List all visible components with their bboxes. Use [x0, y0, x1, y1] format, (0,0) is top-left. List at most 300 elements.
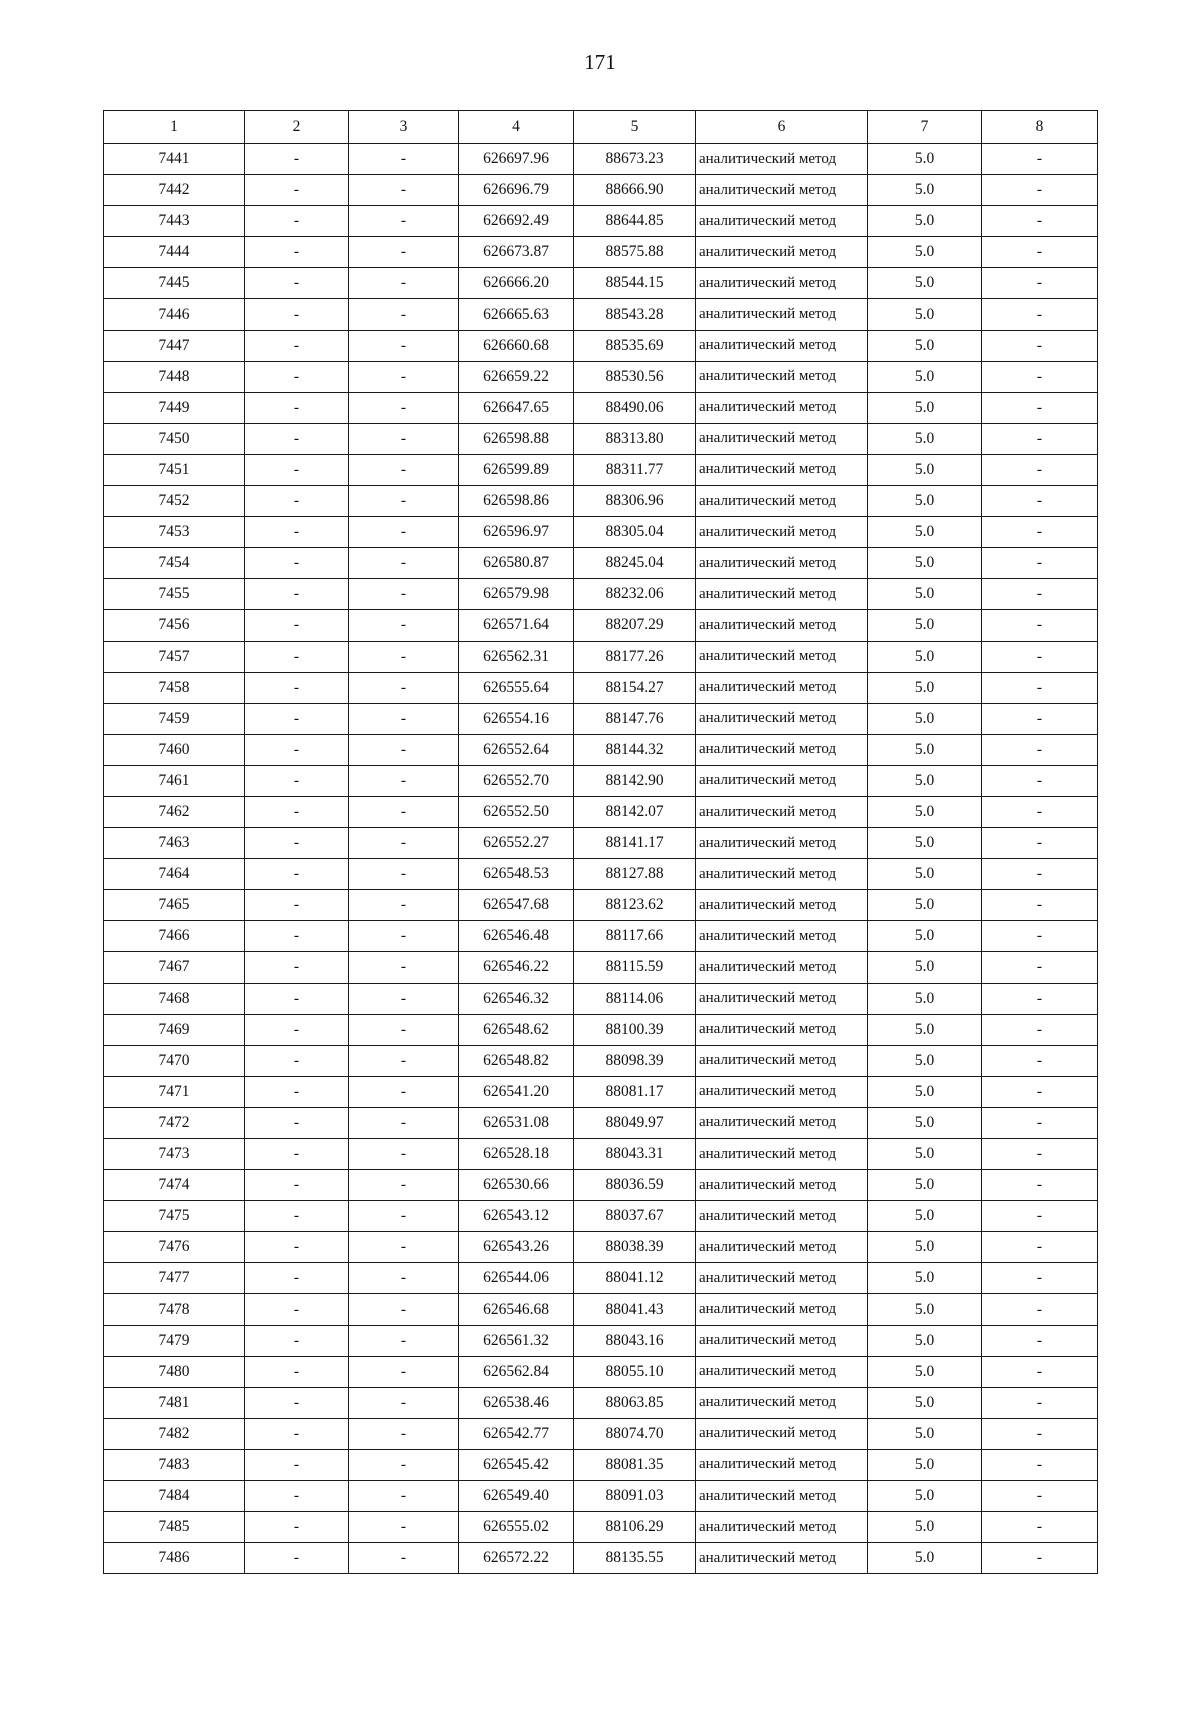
accuracy-cell: 5.0	[868, 1232, 982, 1263]
col8-cell: -	[982, 299, 1098, 330]
col3-cell: -	[349, 1139, 459, 1170]
y-coordinate-cell: 88673.23	[574, 144, 696, 175]
y-coordinate-cell: 88100.39	[574, 1014, 696, 1045]
x-coordinate-cell: 626543.12	[459, 1201, 574, 1232]
col8-cell: -	[982, 1294, 1098, 1325]
col2-cell: -	[245, 1232, 349, 1263]
point-number-cell: 7448	[104, 361, 245, 392]
point-number-cell: 7485	[104, 1512, 245, 1543]
point-number-cell: 7462	[104, 796, 245, 827]
col2-cell: -	[245, 299, 349, 330]
col8-cell: -	[982, 1543, 1098, 1574]
method-cell: аналитический метод	[696, 1387, 868, 1418]
col8-cell: -	[982, 361, 1098, 392]
x-coordinate-cell: 626692.49	[459, 206, 574, 237]
accuracy-cell: 5.0	[868, 486, 982, 517]
table-row	[104, 703, 1098, 734]
col8-cell: -	[982, 734, 1098, 765]
x-coordinate-cell: 626546.48	[459, 921, 574, 952]
x-coordinate-cell: 626599.89	[459, 454, 574, 485]
x-coordinate-cell: 626561.32	[459, 1325, 574, 1356]
y-coordinate-cell: 88106.29	[574, 1512, 696, 1543]
table-row	[104, 610, 1098, 641]
point-number-cell: 7454	[104, 548, 245, 579]
accuracy-cell: 5.0	[868, 1139, 982, 1170]
y-coordinate-cell: 88117.66	[574, 921, 696, 952]
method-cell: аналитический метод	[696, 1170, 868, 1201]
y-coordinate-cell: 88644.85	[574, 206, 696, 237]
column-header: 5	[574, 111, 696, 144]
col3-cell: -	[349, 206, 459, 237]
method-cell: аналитический метод	[696, 423, 868, 454]
col3-cell: -	[349, 1294, 459, 1325]
col8-cell: -	[982, 1139, 1098, 1170]
accuracy-cell: 5.0	[868, 1543, 982, 1574]
col3-cell: -	[349, 672, 459, 703]
y-coordinate-cell: 88114.06	[574, 983, 696, 1014]
col8-cell: -	[982, 1107, 1098, 1138]
x-coordinate-cell: 626571.64	[459, 610, 574, 641]
col8-cell: -	[982, 1356, 1098, 1387]
y-coordinate-cell: 88490.06	[574, 392, 696, 423]
column-header: 3	[349, 111, 459, 144]
col3-cell: -	[349, 983, 459, 1014]
col2-cell: -	[245, 206, 349, 237]
accuracy-cell: 5.0	[868, 952, 982, 983]
col3-cell: -	[349, 361, 459, 392]
method-cell: аналитический метод	[696, 206, 868, 237]
col8-cell: -	[982, 579, 1098, 610]
y-coordinate-cell: 88313.80	[574, 423, 696, 454]
point-number-cell: 7467	[104, 952, 245, 983]
method-cell: аналитический метод	[696, 1232, 868, 1263]
column-header: 1	[104, 111, 245, 144]
table-row	[104, 579, 1098, 610]
y-coordinate-cell: 88141.17	[574, 828, 696, 859]
col8-cell: -	[982, 237, 1098, 268]
col8-cell: -	[982, 1418, 1098, 1449]
accuracy-cell: 5.0	[868, 1170, 982, 1201]
y-coordinate-cell: 88666.90	[574, 175, 696, 206]
accuracy-cell: 5.0	[868, 1201, 982, 1232]
table-row	[104, 330, 1098, 361]
y-coordinate-cell: 88049.97	[574, 1107, 696, 1138]
col2-cell: -	[245, 548, 349, 579]
col8-cell: -	[982, 1512, 1098, 1543]
y-coordinate-cell: 88043.16	[574, 1325, 696, 1356]
col8-cell: -	[982, 1045, 1098, 1076]
accuracy-cell: 5.0	[868, 828, 982, 859]
y-coordinate-cell: 88306.96	[574, 486, 696, 517]
y-coordinate-cell: 88535.69	[574, 330, 696, 361]
method-cell: аналитический метод	[696, 486, 868, 517]
point-number-cell: 7444	[104, 237, 245, 268]
col2-cell: -	[245, 1170, 349, 1201]
point-number-cell: 7486	[104, 1543, 245, 1574]
point-number-cell: 7457	[104, 641, 245, 672]
y-coordinate-cell: 88041.43	[574, 1294, 696, 1325]
accuracy-cell: 5.0	[868, 517, 982, 548]
table-row	[104, 983, 1098, 1014]
y-coordinate-cell: 88063.85	[574, 1387, 696, 1418]
x-coordinate-cell: 626549.40	[459, 1481, 574, 1512]
table-row	[104, 641, 1098, 672]
point-number-cell: 7461	[104, 765, 245, 796]
x-coordinate-cell: 626541.20	[459, 1076, 574, 1107]
col2-cell: -	[245, 1481, 349, 1512]
col3-cell: -	[349, 796, 459, 827]
method-cell: аналитический метод	[696, 734, 868, 765]
x-coordinate-cell: 626579.98	[459, 579, 574, 610]
col3-cell: -	[349, 1543, 459, 1574]
y-coordinate-cell: 88098.39	[574, 1045, 696, 1076]
accuracy-cell: 5.0	[868, 454, 982, 485]
method-cell: аналитический метод	[696, 828, 868, 859]
col8-cell: -	[982, 610, 1098, 641]
coordinates-table	[103, 110, 1098, 1574]
column-header: 4	[459, 111, 574, 144]
col3-cell: -	[349, 1481, 459, 1512]
table-row	[104, 175, 1098, 206]
col8-cell: -	[982, 1201, 1098, 1232]
col2-cell: -	[245, 672, 349, 703]
method-cell: аналитический метод	[696, 1449, 868, 1480]
col2-cell: -	[245, 828, 349, 859]
method-cell: аналитический метод	[696, 1014, 868, 1045]
accuracy-cell: 5.0	[868, 641, 982, 672]
x-coordinate-cell: 626697.96	[459, 144, 574, 175]
x-coordinate-cell: 626660.68	[459, 330, 574, 361]
col2-cell: -	[245, 1045, 349, 1076]
point-number-cell: 7441	[104, 144, 245, 175]
method-cell: аналитический метод	[696, 1045, 868, 1076]
method-cell: аналитический метод	[696, 610, 868, 641]
col2-cell: -	[245, 486, 349, 517]
col3-cell: -	[349, 1356, 459, 1387]
method-cell: аналитический метод	[696, 703, 868, 734]
accuracy-cell: 5.0	[868, 1356, 982, 1387]
y-coordinate-cell: 88177.26	[574, 641, 696, 672]
point-number-cell: 7450	[104, 423, 245, 454]
y-coordinate-cell: 88074.70	[574, 1418, 696, 1449]
col3-cell: -	[349, 610, 459, 641]
x-coordinate-cell: 626552.50	[459, 796, 574, 827]
col2-cell: -	[245, 1107, 349, 1138]
point-number-cell: 7474	[104, 1170, 245, 1201]
col8-cell: -	[982, 206, 1098, 237]
accuracy-cell: 5.0	[868, 1481, 982, 1512]
col3-cell: -	[349, 1107, 459, 1138]
accuracy-cell: 5.0	[868, 610, 982, 641]
x-coordinate-cell: 626673.87	[459, 237, 574, 268]
col2-cell: -	[245, 1449, 349, 1480]
col2-cell: -	[245, 952, 349, 983]
method-cell: аналитический метод	[696, 1481, 868, 1512]
col8-cell: -	[982, 765, 1098, 796]
table-row	[104, 268, 1098, 299]
x-coordinate-cell: 626548.53	[459, 859, 574, 890]
table-body	[104, 144, 1098, 1574]
accuracy-cell: 5.0	[868, 796, 982, 827]
col3-cell: -	[349, 828, 459, 859]
table-row	[104, 765, 1098, 796]
point-number-cell: 7473	[104, 1139, 245, 1170]
accuracy-cell: 5.0	[868, 765, 982, 796]
accuracy-cell: 5.0	[868, 1512, 982, 1543]
point-number-cell: 7449	[104, 392, 245, 423]
table-row	[104, 1076, 1098, 1107]
col8-cell: -	[982, 454, 1098, 485]
col2-cell: -	[245, 237, 349, 268]
col8-cell: -	[982, 268, 1098, 299]
accuracy-cell: 5.0	[868, 921, 982, 952]
table-row	[104, 1449, 1098, 1480]
point-number-cell: 7442	[104, 175, 245, 206]
col3-cell: -	[349, 1418, 459, 1449]
table-row	[104, 1356, 1098, 1387]
col2-cell: -	[245, 921, 349, 952]
method-cell: аналитический метод	[696, 890, 868, 921]
method-cell: аналитический метод	[696, 1294, 868, 1325]
point-number-cell: 7465	[104, 890, 245, 921]
col2-cell: -	[245, 330, 349, 361]
col2-cell: -	[245, 983, 349, 1014]
table-row	[104, 1294, 1098, 1325]
method-cell: аналитический метод	[696, 1512, 868, 1543]
table-row	[104, 859, 1098, 890]
method-cell: аналитический метод	[696, 765, 868, 796]
method-cell: аналитический метод	[696, 1201, 868, 1232]
method-cell: аналитический метод	[696, 641, 868, 672]
point-number-cell: 7446	[104, 299, 245, 330]
table-row	[104, 1325, 1098, 1356]
table-row	[104, 517, 1098, 548]
x-coordinate-cell: 626554.16	[459, 703, 574, 734]
method-cell: аналитический метод	[696, 175, 868, 206]
table-row	[104, 921, 1098, 952]
point-number-cell: 7443	[104, 206, 245, 237]
point-number-cell: 7480	[104, 1356, 245, 1387]
y-coordinate-cell: 88154.27	[574, 672, 696, 703]
y-coordinate-cell: 88081.17	[574, 1076, 696, 1107]
page-number: 171	[584, 50, 616, 74]
col2-cell: -	[245, 641, 349, 672]
col8-cell: -	[982, 423, 1098, 454]
col8-cell: -	[982, 1481, 1098, 1512]
x-coordinate-cell: 626546.32	[459, 983, 574, 1014]
col3-cell: -	[349, 486, 459, 517]
col8-cell: -	[982, 548, 1098, 579]
point-number-cell: 7472	[104, 1107, 245, 1138]
col8-cell: -	[982, 517, 1098, 548]
col3-cell: -	[349, 1325, 459, 1356]
y-coordinate-cell: 88043.31	[574, 1139, 696, 1170]
x-coordinate-cell: 626596.97	[459, 517, 574, 548]
x-coordinate-cell: 626562.31	[459, 641, 574, 672]
col2-cell: -	[245, 796, 349, 827]
col3-cell: -	[349, 175, 459, 206]
col3-cell: -	[349, 579, 459, 610]
y-coordinate-cell: 88036.59	[574, 1170, 696, 1201]
x-coordinate-cell: 626531.08	[459, 1107, 574, 1138]
method-cell: аналитический метод	[696, 1076, 868, 1107]
table-row	[104, 206, 1098, 237]
col2-cell: -	[245, 423, 349, 454]
table-row	[104, 672, 1098, 703]
point-number-cell: 7453	[104, 517, 245, 548]
y-coordinate-cell: 88091.03	[574, 1481, 696, 1512]
col8-cell: -	[982, 486, 1098, 517]
accuracy-cell: 5.0	[868, 361, 982, 392]
point-number-cell: 7481	[104, 1387, 245, 1418]
y-coordinate-cell: 88207.29	[574, 610, 696, 641]
col8-cell: -	[982, 890, 1098, 921]
col2-cell: -	[245, 859, 349, 890]
method-cell: аналитический метод	[696, 952, 868, 983]
accuracy-cell: 5.0	[868, 144, 982, 175]
y-coordinate-cell: 88575.88	[574, 237, 696, 268]
col8-cell: -	[982, 144, 1098, 175]
col3-cell: -	[349, 703, 459, 734]
point-number-cell: 7456	[104, 610, 245, 641]
point-number-cell: 7469	[104, 1014, 245, 1045]
x-coordinate-cell: 626572.22	[459, 1543, 574, 1574]
col3-cell: -	[349, 299, 459, 330]
x-coordinate-cell: 626598.86	[459, 486, 574, 517]
col2-cell: -	[245, 175, 349, 206]
y-coordinate-cell: 88041.12	[574, 1263, 696, 1294]
table-row	[104, 1170, 1098, 1201]
col3-cell: -	[349, 1076, 459, 1107]
table-row	[104, 454, 1098, 485]
y-coordinate-cell: 88081.35	[574, 1449, 696, 1480]
x-coordinate-cell: 626548.82	[459, 1045, 574, 1076]
y-coordinate-cell: 88530.56	[574, 361, 696, 392]
method-cell: аналитический метод	[696, 454, 868, 485]
col8-cell: -	[982, 828, 1098, 859]
y-coordinate-cell: 88144.32	[574, 734, 696, 765]
accuracy-cell: 5.0	[868, 175, 982, 206]
col2-cell: -	[245, 1014, 349, 1045]
accuracy-cell: 5.0	[868, 1325, 982, 1356]
col2-cell: -	[245, 1512, 349, 1543]
point-number-cell: 7447	[104, 330, 245, 361]
col3-cell: -	[349, 548, 459, 579]
col8-cell: -	[982, 392, 1098, 423]
y-coordinate-cell: 88123.62	[574, 890, 696, 921]
table-row	[104, 890, 1098, 921]
point-number-cell: 7468	[104, 983, 245, 1014]
accuracy-cell: 5.0	[868, 330, 982, 361]
col3-cell: -	[349, 765, 459, 796]
table-row	[104, 1263, 1098, 1294]
table-row	[104, 1418, 1098, 1449]
col3-cell: -	[349, 1014, 459, 1045]
col8-cell: -	[982, 921, 1098, 952]
col8-cell: -	[982, 1387, 1098, 1418]
col2-cell: -	[245, 361, 349, 392]
x-coordinate-cell: 626545.42	[459, 1449, 574, 1480]
col8-cell: -	[982, 983, 1098, 1014]
x-coordinate-cell: 626555.02	[459, 1512, 574, 1543]
y-coordinate-cell: 88245.04	[574, 548, 696, 579]
accuracy-cell: 5.0	[868, 237, 982, 268]
method-cell: аналитический метод	[696, 1418, 868, 1449]
x-coordinate-cell: 626555.64	[459, 672, 574, 703]
col3-cell: -	[349, 454, 459, 485]
col3-cell: -	[349, 952, 459, 983]
col3-cell: -	[349, 144, 459, 175]
col2-cell: -	[245, 703, 349, 734]
x-coordinate-cell: 626547.68	[459, 890, 574, 921]
accuracy-cell: 5.0	[868, 1294, 982, 1325]
x-coordinate-cell: 626647.65	[459, 392, 574, 423]
y-coordinate-cell: 88142.07	[574, 796, 696, 827]
col3-cell: -	[349, 1449, 459, 1480]
accuracy-cell: 5.0	[868, 672, 982, 703]
x-coordinate-cell: 626530.66	[459, 1170, 574, 1201]
col8-cell: -	[982, 796, 1098, 827]
x-coordinate-cell: 626562.84	[459, 1356, 574, 1387]
x-coordinate-cell: 626666.20	[459, 268, 574, 299]
col8-cell: -	[982, 1325, 1098, 1356]
col2-cell: -	[245, 1263, 349, 1294]
col2-cell: -	[245, 1294, 349, 1325]
x-coordinate-cell: 626548.62	[459, 1014, 574, 1045]
col2-cell: -	[245, 1325, 349, 1356]
col8-cell: -	[982, 952, 1098, 983]
point-number-cell: 7476	[104, 1232, 245, 1263]
col2-cell: -	[245, 610, 349, 641]
point-number-cell: 7477	[104, 1263, 245, 1294]
table-row	[104, 1201, 1098, 1232]
accuracy-cell: 5.0	[868, 548, 982, 579]
accuracy-cell: 5.0	[868, 1263, 982, 1294]
col8-cell: -	[982, 672, 1098, 703]
accuracy-cell: 5.0	[868, 859, 982, 890]
y-coordinate-cell: 88135.55	[574, 1543, 696, 1574]
table-row	[104, 237, 1098, 268]
method-cell: аналитический метод	[696, 983, 868, 1014]
x-coordinate-cell: 626598.88	[459, 423, 574, 454]
col2-cell: -	[245, 1418, 349, 1449]
col2-cell: -	[245, 734, 349, 765]
point-number-cell: 7483	[104, 1449, 245, 1480]
table-row	[104, 1045, 1098, 1076]
col3-cell: -	[349, 890, 459, 921]
col2-cell: -	[245, 765, 349, 796]
method-cell: аналитический метод	[696, 921, 868, 952]
column-header: 8	[982, 111, 1098, 144]
method-cell: аналитический метод	[696, 672, 868, 703]
method-cell: аналитический метод	[696, 144, 868, 175]
col8-cell: -	[982, 330, 1098, 361]
table-row	[104, 392, 1098, 423]
x-coordinate-cell: 626542.77	[459, 1418, 574, 1449]
col2-cell: -	[245, 454, 349, 485]
method-cell: аналитический метод	[696, 361, 868, 392]
point-number-cell: 7478	[104, 1294, 245, 1325]
y-coordinate-cell: 88127.88	[574, 859, 696, 890]
method-cell: аналитический метод	[696, 1356, 868, 1387]
point-number-cell: 7451	[104, 454, 245, 485]
method-cell: аналитический метод	[696, 237, 868, 268]
x-coordinate-cell: 626538.46	[459, 1387, 574, 1418]
method-cell: аналитический метод	[696, 796, 868, 827]
method-cell: аналитический метод	[696, 1139, 868, 1170]
col2-cell: -	[245, 517, 349, 548]
table-row	[104, 1232, 1098, 1263]
